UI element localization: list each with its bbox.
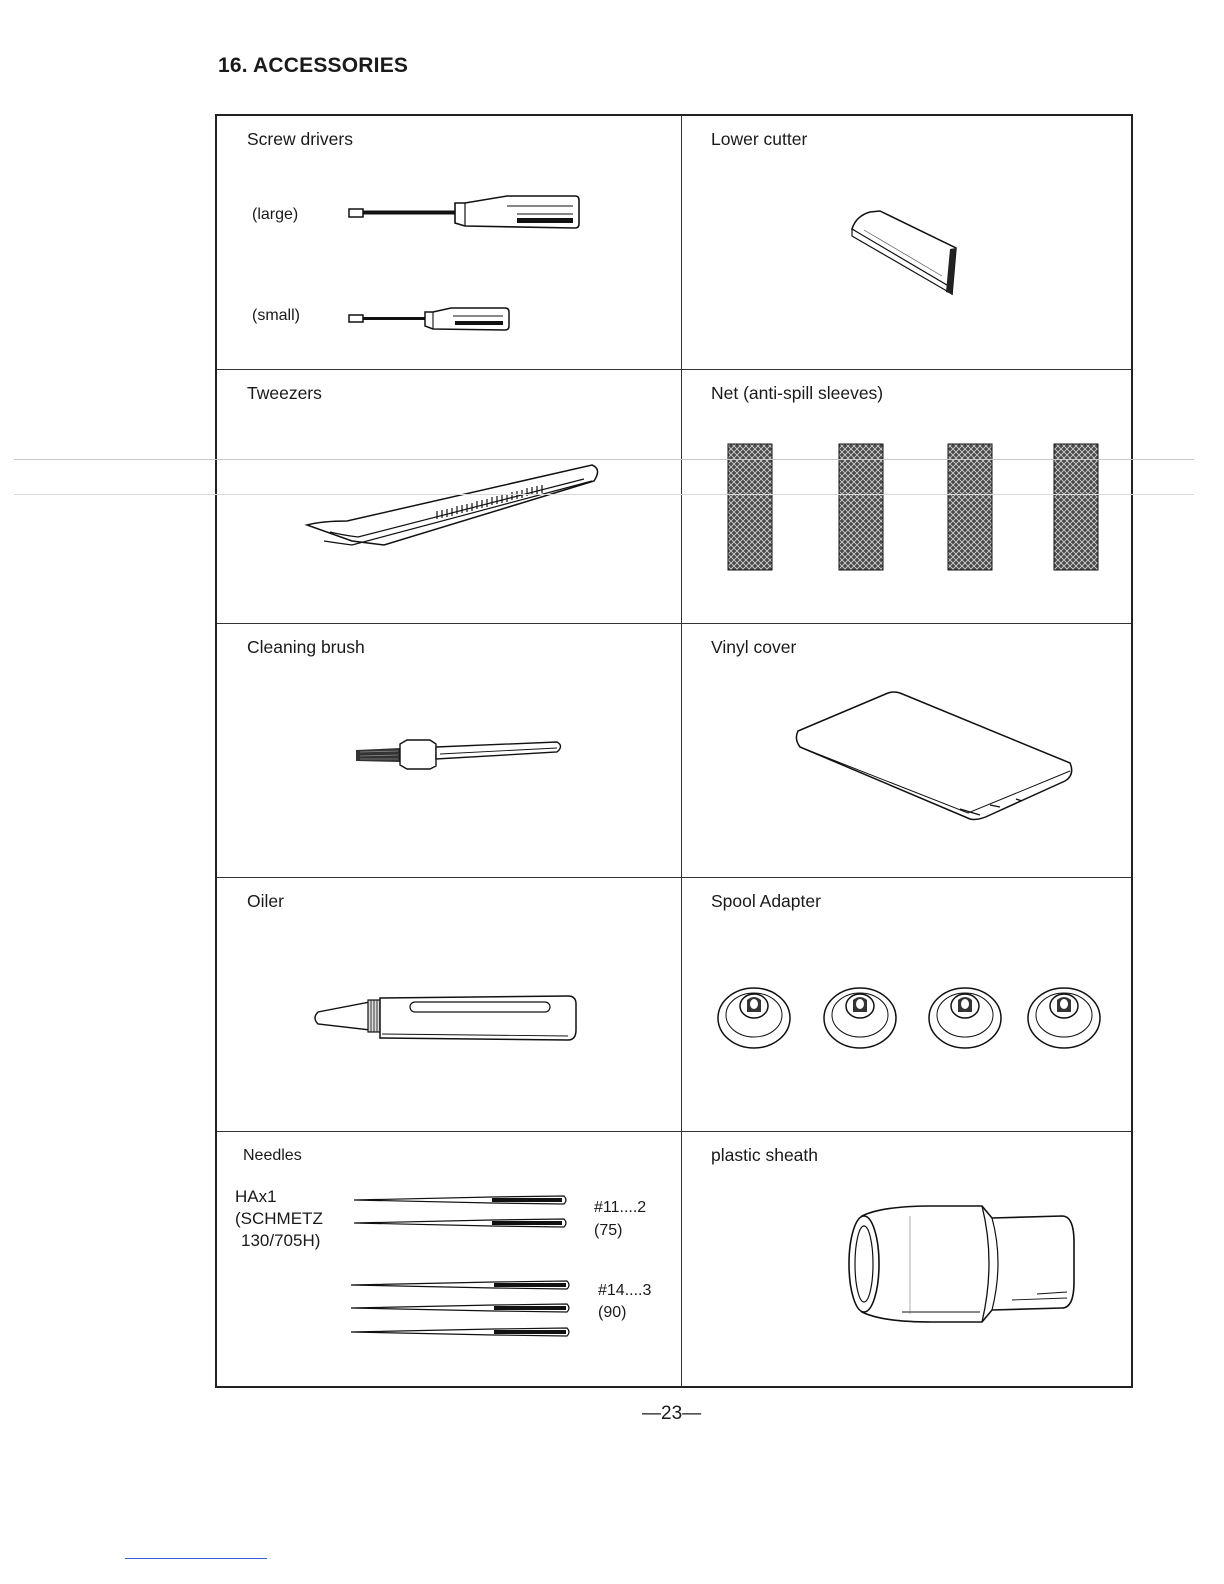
oiler-label: Oiler [247, 891, 284, 911]
cleaning-brush-label: Cleaning brush [247, 637, 365, 657]
footer-rule [125, 1558, 267, 1559]
lower-cutter-label: Lower cutter [711, 129, 808, 149]
plastic-sheath-label: plastic sheath [711, 1145, 819, 1165]
tweezers-label: Tweezers [247, 383, 322, 403]
needles-group-2-count: #14....3 [598, 1282, 652, 1299]
tweezers-icon [302, 455, 607, 555]
needles-label: Needles [243, 1147, 302, 1164]
cleaning-brush-icon [352, 734, 567, 774]
cell-tweezers [217, 370, 682, 624]
screw-driver-large-label: (large) [252, 206, 299, 223]
oiler-icon [310, 990, 585, 1050]
screw-driver-small-label: (small) [252, 307, 300, 324]
cell-oiler [217, 878, 682, 1132]
needles-group-2-size: (90) [598, 1304, 627, 1321]
spool-adapter-label: Spool Adapter [711, 891, 821, 911]
cell-vinyl-cover [682, 624, 1131, 878]
needles-group-1-count: #11....2 [594, 1199, 647, 1216]
accessories-table [215, 114, 1133, 1388]
vinyl-cover-icon [790, 689, 1080, 829]
scan-artifact-line [14, 459, 1194, 460]
vinyl-cover-label: Vinyl cover [711, 637, 797, 657]
scan-artifact-line [14, 494, 1194, 495]
needles-group-1-size: (75) [594, 1222, 623, 1239]
net-sleeves-icon [722, 440, 1112, 575]
cell-needles [217, 1132, 682, 1386]
cell-lower-cutter [682, 116, 1131, 370]
screw-drivers-label: Screw drivers [247, 129, 353, 149]
net-label: Net (anti-spill sleeves) [711, 383, 884, 403]
needle-type-line3: 130/705H) [241, 1231, 321, 1250]
page-number: —23— [642, 1403, 702, 1424]
needle-type-line2: (SCHMETZ [235, 1209, 323, 1228]
cell-cleaning-brush [217, 624, 682, 878]
small-screwdriver-icon [347, 304, 517, 334]
cell-screw-drivers [217, 116, 682, 370]
needles-group-2-icon [349, 1277, 574, 1343]
spool-adapters-icon [714, 978, 1109, 1053]
plastic-sheath-icon [842, 1202, 1082, 1327]
page-title: 16. ACCESSORIES [218, 54, 409, 77]
cell-plastic-sheath [682, 1132, 1131, 1386]
needles-group-1-icon [352, 1192, 572, 1232]
lower-cutter-icon [842, 204, 967, 304]
large-screwdriver-icon [347, 190, 587, 235]
cell-net [682, 370, 1131, 624]
cell-spool-adapter [682, 878, 1131, 1132]
needle-type-line1: HAx1 [235, 1187, 277, 1206]
